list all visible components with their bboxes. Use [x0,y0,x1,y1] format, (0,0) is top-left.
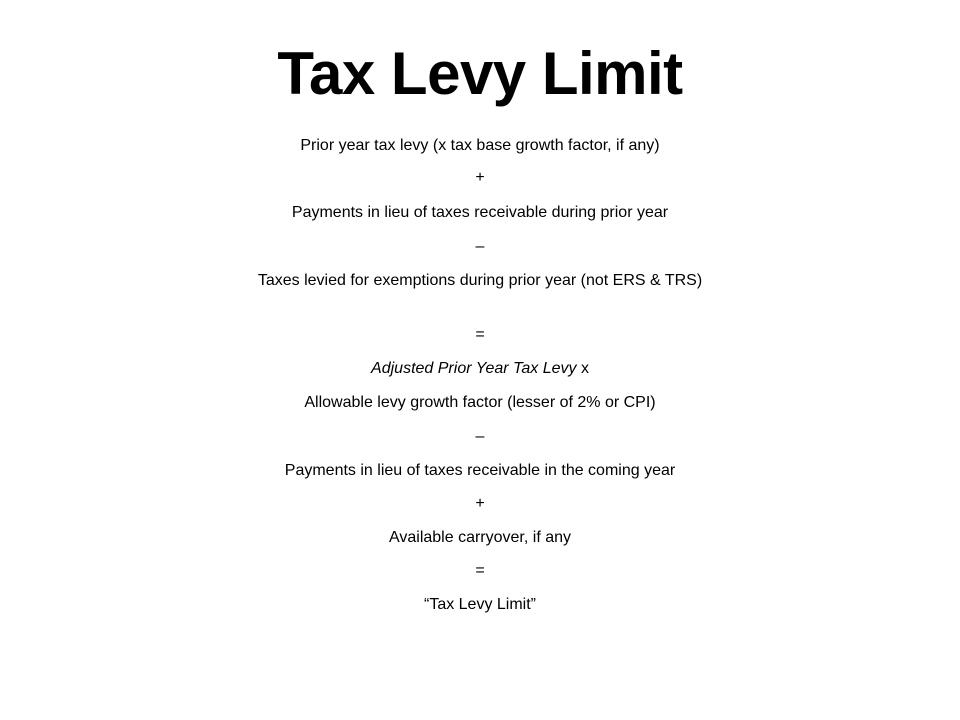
operator-times: x [580,360,589,377]
operator-equals-2: = [475,562,485,579]
formula-line-result: “Tax Levy Limit” [423,596,537,613]
formula-line-prior-year-levy: Prior year tax levy (x tax base growth factor, if any) [300,137,660,154]
operator-equals: = [475,326,485,343]
formula-line-adjusted-levy [230,360,730,378]
formula-line-growth-factor: Allowable levy growth factor (lesser of 2% or CPI) [304,394,656,411]
formula-line-carryover: Available carryover, if any [388,529,571,546]
slide-title: Tax Levy Limit [277,40,683,107]
adjusted-levy-label: Adjusted Prior Year Tax Levy [371,360,577,377]
operator-plus: + [475,169,485,186]
operator-minus: – [475,238,485,255]
formula-line-pilot-prior-year: Payments in lieu of taxes receivable during prior year [291,204,669,221]
formula-line-pilot-coming-year: Payments in lieu of taxes receivable in the coming year [284,462,676,479]
operator-minus-2: – [475,428,485,445]
formula-line-exemptions: Taxes levied for exemptions during prior year (not ERS & TRS) [257,272,703,289]
operator-plus-2: + [475,495,485,512]
